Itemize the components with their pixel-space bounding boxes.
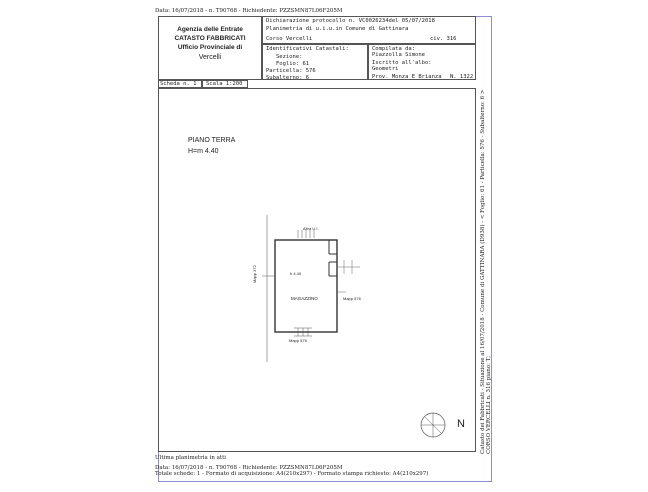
height-label: H=m 4.40 (188, 148, 219, 155)
header-request-line: Data: 16/07/2018 - n. T90768 - Richiedente: PZZSMN87L06F205M (155, 8, 343, 14)
floor-plan (240, 210, 380, 380)
compiled-registered: Iscritto all'albo: (372, 60, 432, 66)
footer-totals-line: Totale schede: 1 - Formato di acquisizione: A4(210x297) - Formato stampa richiesto: A4(210x297) (155, 471, 429, 477)
compiled-number: N. 1322 (450, 74, 474, 80)
identifiers-foglio: Foglio: 61 (276, 61, 310, 67)
scale-label: Scala 1:200 (206, 81, 243, 87)
mapp-576-bottom-label: Mapp 576 (289, 338, 307, 343)
identifiers-sezione: Sezione: (276, 54, 303, 60)
agency-office: Ufficio Provinciale di (177, 44, 243, 51)
declaration-planimetry: Planimetria di u.i.u.in Comune di Gattinara (266, 26, 409, 32)
scheda-number: Scheda n. 1 (160, 81, 197, 87)
north-arrow-icon (419, 411, 449, 441)
declaration-address: Corso Vercelli (266, 36, 313, 42)
compiled-profession: Geometri (372, 66, 399, 72)
declaration-civ: civ. 316 (430, 36, 457, 42)
room-name-label: MAGAZZINO (291, 296, 318, 301)
compiled-title: Compilata da: (372, 46, 416, 52)
side-catasto-line: Catasto dei Fabbricati - Situazione al 16/07/2018 - Comune di GATTINARA (D938) - < Foglio: 61 - Particella: 576 - Subalterno: 6 > (480, 89, 486, 454)
identifiers-title: Identificativi Catastali: (266, 46, 349, 52)
agency-city: Vercelli (198, 54, 222, 61)
frame-bottom-border (158, 481, 492, 482)
agency-catasto: CATASTO FABBRICATI (174, 35, 246, 42)
north-label: N (457, 418, 465, 430)
footer-request-line: Data: 16/07/2018 - n. T90768 - Richiedente: PZZSMN87L06F205M (155, 465, 343, 471)
agency-name: Agenzia delle Entrate (177, 26, 243, 33)
identifiers-subalterno: Subalterno: 6 (266, 75, 310, 81)
mapp-576-right-label: Mapp 576 (343, 296, 361, 301)
room-height-label: h 4.40 (290, 271, 302, 276)
footer-ultima: Ultima planimetria in atti (155, 455, 227, 461)
side-address-line: CORSO VERCELLI n. 316 piano: T; (486, 355, 492, 454)
mapp-372-label: Mapp 372 (252, 265, 257, 283)
altra-ui-label: Altra U.I. (303, 226, 319, 231)
compiled-name: Piazzolla Simone (372, 52, 425, 58)
identifiers-particella: Particella: 576 (266, 68, 316, 74)
compiled-province: Prov. Monza E Brianza (372, 74, 442, 80)
declaration-protocol: Dichiarazione protocollo n. VC0026234del 05/07/2018 (266, 18, 435, 24)
floor-label: PIANO TERRA (188, 137, 236, 144)
